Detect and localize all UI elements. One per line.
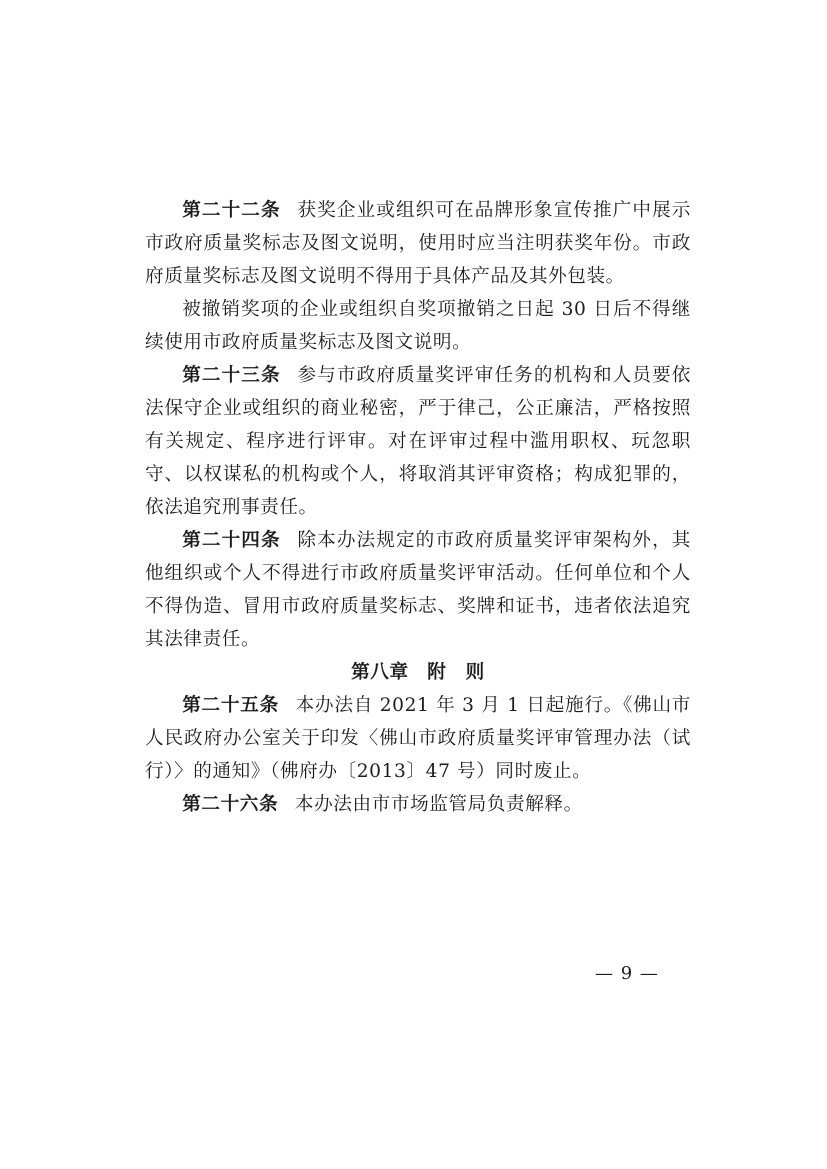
article-23-paragraph <box>145 359 691 524</box>
article-23-text: 参与市政府质量奖评审任务的机构和人员要依法保守企业或组织的商业秘密，严于律己，公正廉洁，严格按照有关规定、程序进行评审。对在评审过程中滥用职权、玩忽职守、以权谋私的机构或个人，将取消其评审资格；构成犯罪的，依法追究刑事责任。 <box>145 365 691 518</box>
article-25-number: 第二十五条 <box>182 695 279 716</box>
chapter-number: 第八章 <box>351 662 409 683</box>
article-24-paragraph <box>145 524 691 656</box>
article-22-text: 获奖企业或组织可在品牌形象宣传推广中展示市政府质量奖标志及图文说明，使用时应当注明获奖年份。市政府质量奖标志及图文说明不得用于具体产品及其外包装。 <box>145 200 691 287</box>
article-22-continuation-text: 被撤销奖项的企业或组织自奖项撤销之日起 30 日后不得继续使用市政府质量奖标志及图文说明。 <box>145 299 691 353</box>
article-23-number: 第二十三条 <box>182 365 281 386</box>
article-25-paragraph <box>145 689 691 788</box>
article-24-number: 第二十四条 <box>182 530 281 551</box>
article-25-text: 本办法自 2021 年 3 月 1 日起施行。《佛山市人民政府办公室关于印发〈佛山市政府质量奖评审管理办法（试行）〉的通知》（佛府办〔2013〕47 号）同时废止。 <box>145 695 691 782</box>
article-22-number: 第二十二条 <box>182 200 281 221</box>
article-22-paragraph <box>145 194 691 293</box>
document-body <box>145 194 691 821</box>
chapter-heading <box>145 656 691 689</box>
article-22-continuation-paragraph <box>145 293 691 359</box>
page-number: — 9 — <box>595 963 659 984</box>
article-26-text: 本办法由市市场监管局负责解释。 <box>294 794 583 815</box>
chapter-title: 附 则 <box>427 662 485 683</box>
article-24-text: 除本办法规定的市政府质量奖评审架构外，其他组织或个人不得进行市政府质量奖评审活动。任何单位和个人不得伪造、冒用市政府质量奖标志、奖牌和证书，违者依法追究其法律责任。 <box>145 530 691 650</box>
article-26-paragraph <box>145 788 691 821</box>
article-26-number: 第二十六条 <box>182 794 279 815</box>
